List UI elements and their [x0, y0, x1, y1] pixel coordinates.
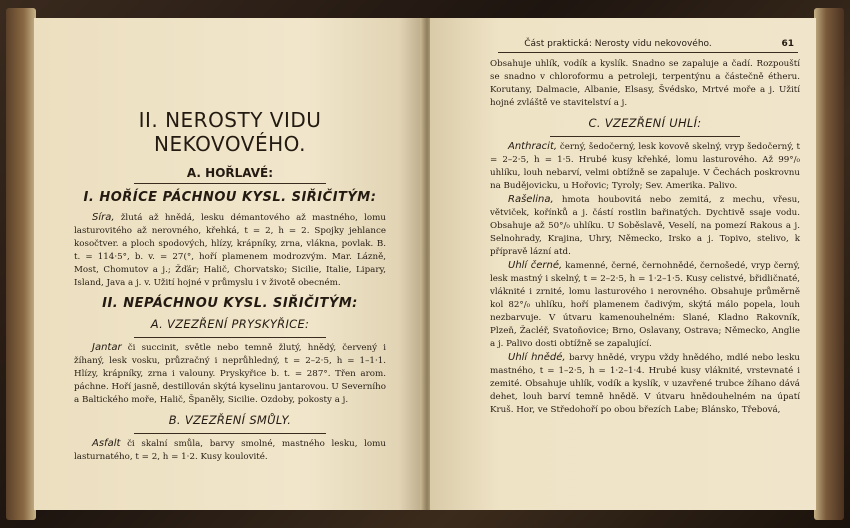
term-raselina: Rašelina,	[508, 194, 554, 205]
term-uhli-hnede: Uhlí hnědé,	[508, 352, 566, 363]
left-page	[34, 18, 424, 510]
text-uhli-hnede: barvy hnědé, vrypu vždy hnědého, mdlé nebo lesku mastného, t = 1–2·5, h = 1·2–1·4. Hrubé kusy vláknité, vrstevnaté i zemité. Obsahuje uhlík, vodík a kyslík, v uzavřené trubce žíhano dává dehet, louh barví temně hnědě. V útvaru hnědouhelném na úpatí Kruš. Hor, ve Středohoří po obou březích Labe; Blánsko, Třebová,	[490, 353, 800, 415]
term-uhli-cerne: Uhlí černé,	[508, 260, 563, 271]
right-page-text	[490, 58, 800, 417]
subsection-i-heading: I. HOŘÍCE PÁCHNOU KYSL. SIŘIČITÝM:	[83, 190, 377, 205]
paragraph-sira	[74, 211, 386, 290]
divider	[134, 337, 326, 338]
paragraph-raselina	[490, 193, 800, 259]
book-cover-left-edge	[6, 8, 36, 520]
text-anthracit: černý, šedočerný, lesk kovově skelný, vryp šedočerný, t = 2–2·5, h = 1·5. Hrubé kusy křehké, lomu lasturového. Až 99°/₀ uhlíku, louh nebarví, velmi obtížně se zapaluje. V Čechách poskrovnu na Budějovicku, u Hořovic; Tyroly; Sev. Amerika. Palivo.	[490, 142, 800, 191]
text-raselina: hmota houbovitá nebo zemitá, z mechu, vřesu, větviček, kořínků a j. částí rostlin bařinatých. Dychtivě ssaje vodu. Obsahuje až 50°/₀ uhlíku. U Soběslavě, Veselí, na pomezí Rakous a j. Selnohrady, Krajina, Uhry, Německo, Irsko a j. Topivo, stelivo, k přípravě lázní atd.	[490, 195, 801, 257]
running-head	[498, 39, 798, 53]
text-uhli-cerne: kamenné, černé, černohnědé, černošedé, vryp černý, lesk mastný i skelný, t = 2–2·5, h = 1·2–1·5. Kusy celistvé, břidličnaté, vláknité i zrnité, lomu lasturového i nerovného. Obsahuje průměrně kol 82°/₀ uhlíku, hoří plamenem čadivým, skýtá málo popela, louh nezbarvuje. V útvaru kamenouhelném: Slané, Kladno Rakovník, Plzeň, Žacléř, Svatoňovice; Brno, Oslavany, Ostrava; Německo, Anglie a j. Palivo dosti obtížně se zapalující.	[490, 261, 800, 349]
subsection-ii-heading: II. NEPÁCHNOU KYSL. SIŘIČITÝM:	[102, 296, 358, 311]
paragraph-jantar	[74, 341, 386, 407]
running-head-title: Část praktická: Nerosty vidu nekovového.	[524, 39, 712, 49]
page-number: 61	[781, 39, 794, 49]
term-jantar: Jantar	[92, 342, 122, 353]
text-asfalt: či skalní smůla, barvy smolné, mastného lesku, lomu lasturnatého, t = 2, h = 1·2. Kusy koulovité.	[74, 439, 386, 462]
paragraph-uhli-cerne	[490, 259, 800, 351]
paragraph-continued: Obsahuje uhlík, vodík a kyslík. Snadno se zapaluje a čadí. Rozpouští se snadno v chloroformu a petroleji, terpentýnu a částečně étheru. Korutany, Dalmacie, Albanie, Elsasy, Švédsko, Mrtvé moře a j. Užití hojné zvláště ve stavitelství a j.	[490, 59, 800, 108]
paragraph-uhli-hnede	[490, 351, 800, 417]
left-page-text	[74, 108, 386, 464]
paragraph-asfalt	[74, 437, 386, 464]
term-asfalt: Asfalt	[92, 438, 121, 449]
text-sira: žlutá až hnědá, lesku démantového až mastného, lomu lasturovitého až nerovného, křehká, t = 2, h = 2. Spojky jehlance kosočtver. a ploch spodových, hlízy, krápníky, zrna, vlákna, povlak. B. t. = 114·5°, b. v. = 27(°, hoří plamenem modrozvým. Mar. Lázně, Most, Chomutov a j.; Žďár; Halič, Chorvatsko; Sicilie, Italie, Lipary, Island, Java a j. v. Užití hojné v průmyslu i v životě obecném.	[74, 213, 386, 288]
right-page	[430, 18, 816, 510]
term-anthracit: Anthracit,	[508, 141, 558, 152]
term-sira: Síra,	[92, 212, 115, 223]
text-jantar: či succinit, světle nebo temně žlutý, hnědý, červený i žíhaný, lesk vosku, průzračný i neprůhledný, t = 2–2·5, h = 1–1·1. Hlízy, krápníky, zrna i valouny. Pryskyřice b. t. = 287°. Třen arom. páchne. Hoří jasně, destillován skýtá kyselinu jantarovou. U Severního a Baltického moře, Halič, Španěly, Sicilie. Ozdoby, pokosty a j.	[74, 343, 386, 405]
chapter-title: II. NEROSTY VIDU NEKOVOVÉHO.	[138, 108, 322, 156]
divider	[550, 136, 740, 137]
heading-pryskyrice: A. VZEZŘENÍ PRYSKYŘICE:	[150, 317, 310, 331]
divider	[134, 433, 326, 434]
heading-uhli: C. VZEZŘENÍ UHLÍ:	[588, 116, 702, 130]
divider	[134, 183, 326, 184]
paragraph-anthracit	[490, 140, 800, 193]
section-a-heading: A. HOŘLAVÉ:	[186, 166, 274, 180]
book-cover-right-edge	[814, 8, 844, 520]
heading-smuly: B. VZEZŘENÍ SMŮLY.	[168, 413, 292, 427]
